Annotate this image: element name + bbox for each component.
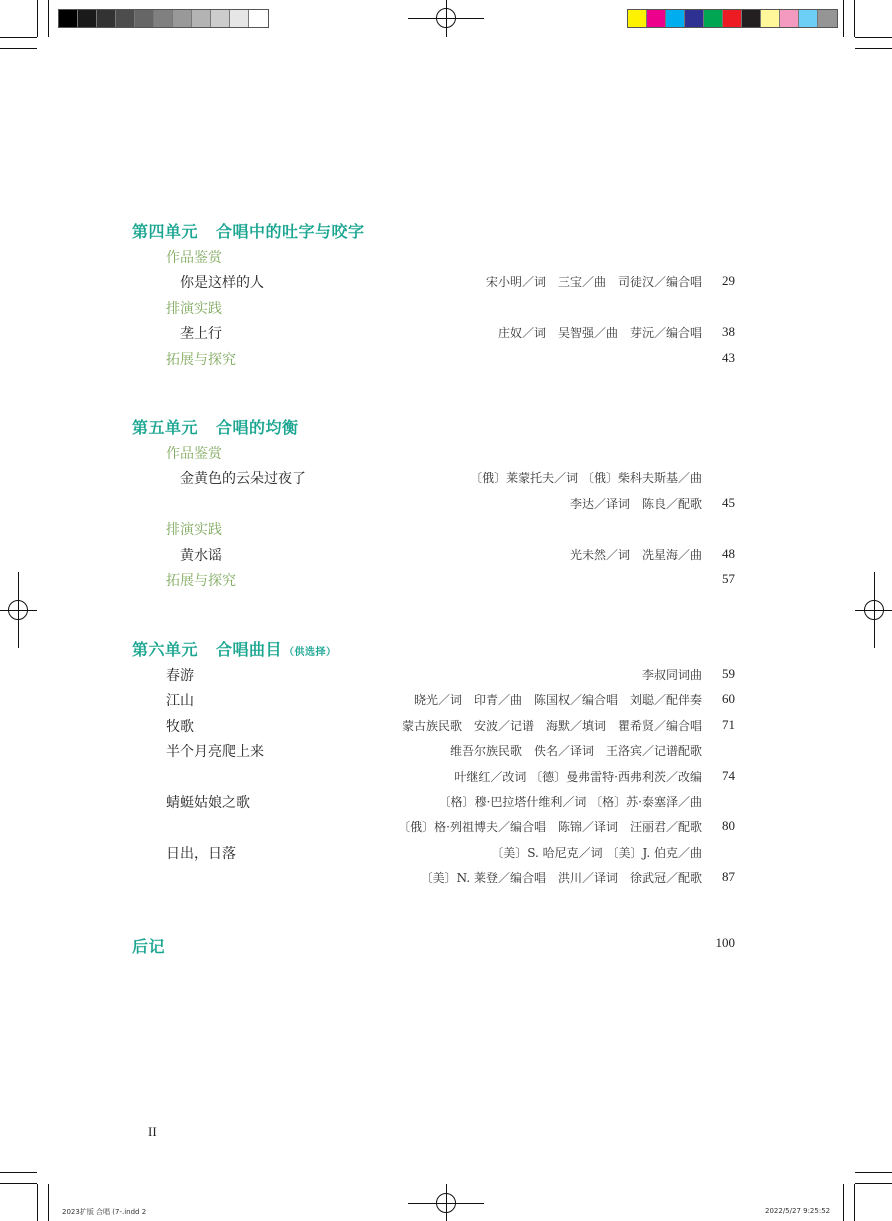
unit-subtitle: 合唱的均衡 bbox=[216, 418, 299, 437]
crop-mark bbox=[855, 1183, 892, 1184]
color-swatch bbox=[628, 10, 647, 27]
page-number: 38 bbox=[722, 324, 735, 340]
crop-mark bbox=[48, 0, 49, 37]
section-heading[interactable]: 作品鉴赏 bbox=[166, 446, 222, 462]
unit-heading[interactable] bbox=[132, 415, 299, 438]
crop-mark bbox=[0, 37, 37, 38]
page-number: 74 bbox=[722, 767, 735, 783]
unit-subtitle: 合唱曲目 bbox=[216, 640, 283, 659]
afterword-page-number: 100 bbox=[715, 935, 735, 950]
page-number: 43 bbox=[722, 349, 735, 365]
crop-mark bbox=[855, 1172, 892, 1173]
color-swatch bbox=[230, 10, 249, 27]
section-heading[interactable]: 作品鉴赏 bbox=[166, 250, 222, 266]
page-number: 71 bbox=[722, 716, 735, 732]
section-heading[interactable]: 拓展与探究 bbox=[166, 573, 236, 589]
song-credit: 庄奴／词 吴智强／曲 芽沅／编合唱 bbox=[497, 326, 702, 341]
crop-mark bbox=[0, 1172, 37, 1173]
song-title[interactable]: 日出，日落 bbox=[166, 845, 236, 862]
afterword-heading[interactable] bbox=[132, 934, 165, 957]
song-credit: 蒙古族民歌 安波／记谱 海默／填词 瞿希贤／编合唱 bbox=[401, 718, 702, 733]
color-swatch bbox=[742, 10, 761, 27]
song-credit: 维吾尔族民歌 佚名／译词 王洛宾／记谱配歌 bbox=[449, 744, 702, 759]
song-credit: 〔美〕S. 哈尼克／词 〔美〕J. 伯克／曲 bbox=[491, 845, 702, 860]
page-number: 80 bbox=[722, 818, 735, 834]
song-credit: 李叔同词曲 bbox=[641, 668, 702, 682]
color-swatch bbox=[173, 10, 192, 27]
footer-timestamp: 2022/5/27 9:25:52 bbox=[765, 1207, 831, 1215]
page-number: 60 bbox=[722, 691, 735, 707]
color-swatch bbox=[116, 10, 135, 27]
color-swatch bbox=[135, 10, 154, 27]
song-credit: 〔格〕穆·巴拉塔什维利／词 〔格〕苏·泰塞泽／曲 bbox=[438, 795, 702, 809]
song-credit: 〔美〕N. 莱登／编合唱 洪川／译词 徐武冠／配歌 bbox=[420, 871, 702, 886]
color-swatch bbox=[154, 10, 173, 27]
color-swatch bbox=[723, 10, 742, 27]
unit-subtitle: 合唱中的吐字与咬字 bbox=[216, 222, 365, 241]
page-number: 57 bbox=[722, 571, 735, 586]
color-swatch bbox=[97, 10, 116, 27]
unit-heading[interactable] bbox=[132, 219, 365, 242]
crop-mark bbox=[48, 1184, 49, 1221]
process-color-bar bbox=[627, 9, 838, 28]
crop-mark bbox=[855, 48, 892, 49]
song-credit: 李达／译词 陈良／配歌 bbox=[569, 496, 702, 511]
song-title[interactable]: 金黄色的云朵过夜了 bbox=[180, 471, 306, 488]
song-title[interactable]: 江山 bbox=[166, 693, 194, 710]
section-heading[interactable]: 排演实践 bbox=[166, 300, 222, 317]
page-number: 87 bbox=[722, 869, 735, 885]
song-title[interactable]: 春游 bbox=[166, 668, 194, 684]
page-folio: II bbox=[148, 1124, 157, 1139]
color-swatch bbox=[249, 10, 268, 27]
page-number: 29 bbox=[722, 273, 735, 289]
afterword-title: 后记 bbox=[132, 937, 166, 956]
crop-mark bbox=[0, 1183, 37, 1184]
song-credit: 〔俄〕格·列祖博夫／编合唱 陈锦／译词 汪丽君／配歌 bbox=[398, 820, 702, 835]
crop-mark bbox=[843, 1184, 844, 1221]
song-credit: 宋小明／词 三宝／曲 司徒汉／编合唱 bbox=[485, 275, 702, 290]
page-number: 48 bbox=[722, 545, 735, 561]
unit-number: 第五单元 bbox=[132, 418, 199, 437]
crop-mark bbox=[843, 0, 844, 37]
unit-number: 第六单元 bbox=[132, 640, 199, 659]
song-title[interactable]: 半个月亮爬上来 bbox=[166, 744, 264, 761]
color-swatch bbox=[818, 10, 837, 27]
crop-mark bbox=[37, 1184, 38, 1221]
song-credit: 光未然／词 冼星海／曲 bbox=[569, 547, 702, 562]
section-heading[interactable]: 排演实践 bbox=[166, 522, 222, 539]
song-title[interactable]: 牧歌 bbox=[166, 718, 194, 735]
color-swatch bbox=[647, 10, 666, 27]
song-title[interactable]: 蜻蜓姑娘之歌 bbox=[166, 795, 250, 811]
color-swatch bbox=[704, 10, 723, 27]
page-number: 45 bbox=[722, 494, 735, 510]
color-swatch bbox=[780, 10, 799, 27]
song-credit: 〔俄〕莱蒙托夫／词 〔俄〕柴科夫斯基／曲 bbox=[470, 471, 702, 486]
footer-file-info: 2023扩版 合唱 (7-.indd 2 bbox=[62, 1208, 147, 1216]
page-number: 59 bbox=[722, 666, 735, 681]
song-title[interactable]: 你是这样的人 bbox=[180, 275, 264, 292]
crop-mark bbox=[37, 0, 38, 37]
song-title[interactable]: 黄水谣 bbox=[180, 547, 222, 564]
color-swatch bbox=[685, 10, 704, 27]
gray-color-bar bbox=[58, 9, 269, 28]
crop-mark bbox=[854, 0, 855, 37]
color-swatch bbox=[761, 10, 780, 27]
crop-mark bbox=[0, 48, 37, 49]
unit-heading[interactable] bbox=[132, 637, 337, 660]
song-title[interactable]: 垄上行 bbox=[180, 326, 222, 343]
section-heading[interactable]: 拓展与探究 bbox=[166, 351, 236, 368]
color-swatch bbox=[78, 10, 97, 27]
unit-number: 第四单元 bbox=[132, 222, 199, 241]
color-swatch bbox=[192, 10, 211, 27]
color-swatch bbox=[666, 10, 685, 27]
crop-mark bbox=[855, 37, 892, 38]
color-swatch bbox=[211, 10, 230, 27]
song-credit: 叶继红／改词 〔德〕曼弗雷特·西弗利茨／改编 bbox=[454, 769, 702, 784]
color-swatch bbox=[59, 10, 78, 27]
unit-note: （供选择） bbox=[284, 647, 337, 658]
color-swatch bbox=[799, 10, 818, 27]
song-credit: 晓光／词 印青／曲 陈国权／编合唱 刘聪／配伴奏 bbox=[413, 693, 702, 708]
crop-mark bbox=[854, 1184, 855, 1221]
